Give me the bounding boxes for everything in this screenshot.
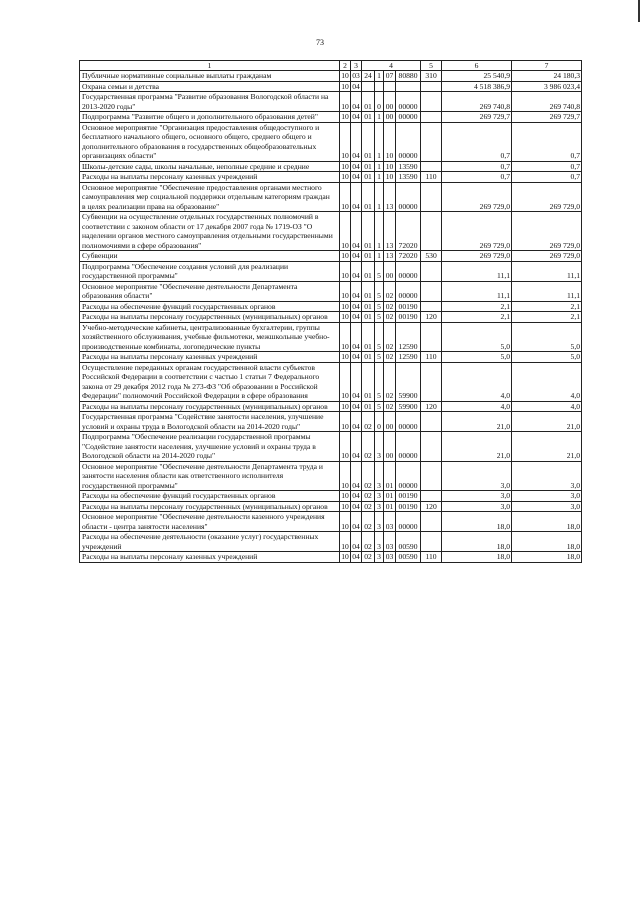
row-name-cell: Расходы на выплаты персоналу государственных (муниципальных) органов: [80, 401, 340, 412]
row-subprogram-code: 0: [375, 92, 384, 112]
row-direction-code: 72020: [396, 251, 421, 262]
row-subsection-code: 04: [352, 251, 360, 260]
row-subprogram-code: 3: [375, 552, 384, 563]
row-name-cell: Расходы на выплаты персоналу казенных учреждений: [80, 352, 340, 363]
row-amount-year-1: 269 729,7: [442, 112, 512, 123]
row-subprogram-code: 3: [375, 532, 384, 552]
row-expense-type-code: 120: [421, 401, 442, 412]
row-subprogram-code: 1: [375, 112, 384, 123]
row-subsection-code: 04: [352, 312, 360, 321]
row-subprogram-code: 1: [375, 182, 384, 212]
row-subprogram-code: 3: [375, 461, 384, 491]
row-direction-code: 00190: [396, 312, 421, 323]
row-direction-code: 00000: [396, 112, 421, 123]
row-activity-code: 01: [384, 501, 396, 512]
row-direction-code: [396, 81, 421, 92]
row-amount-year-2: 3,0: [512, 491, 582, 502]
row-program-code: 02: [362, 552, 375, 563]
table-row: [80, 281, 582, 301]
row-subsection-code: 04: [351, 281, 362, 301]
row-expense-type-code: [421, 432, 442, 462]
row-program-code: 02: [362, 461, 375, 491]
header-col-4: 4: [362, 61, 421, 71]
row-activity-code: 02: [384, 401, 396, 412]
table-row: [80, 81, 582, 92]
row-section-code: 10: [340, 532, 351, 552]
table-row: [80, 501, 582, 512]
row-section-code: 10: [340, 512, 351, 532]
row-activity-code: 02: [384, 352, 396, 363]
row-subprogram-code: [375, 81, 384, 92]
row-expense-type-code: [421, 532, 442, 552]
row-section-code: 10: [340, 412, 351, 432]
row-section-code: 10: [341, 71, 349, 80]
row-name-cell: Государственная программа "Содействие занятости населения, улучшение условий и охраны труда в Вологодской области на 2014-2020 годы": [80, 412, 340, 432]
row-section-code: 10: [340, 461, 351, 491]
row-direction-code: 59900: [396, 401, 421, 412]
row-amount-year-2: 3,0: [512, 501, 582, 512]
row-direction-code: 00000: [396, 512, 421, 532]
row-subsection-code: 04: [351, 212, 362, 251]
table-row: [80, 161, 582, 172]
row-amount-year-2: 269 729,0: [512, 182, 582, 212]
row-expense-type-code: [421, 281, 442, 301]
row-program-code: 01: [362, 251, 375, 262]
row-subprogram-code: 5: [375, 281, 384, 301]
table-row: [80, 71, 582, 82]
table-row: [80, 112, 582, 123]
row-amount-year-1: 3,0: [442, 491, 512, 502]
page-number: 73: [316, 38, 324, 47]
table-row: [80, 432, 582, 462]
row-activity-code: 02: [384, 312, 396, 323]
row-direction-code: 00000: [396, 122, 421, 161]
row-activity-code: 03: [384, 512, 396, 532]
row-name-cell: Основное мероприятие "Обеспечение деятельности Департамента труда и занятости населения области как ответственного исполнителя государственной программы": [80, 461, 340, 491]
row-subprogram-code: 3: [375, 501, 384, 512]
row-amount-year-2: 5,0: [512, 352, 582, 363]
table-row: [80, 182, 582, 212]
table-row: [80, 261, 582, 281]
row-amount-year-2: 4,0: [512, 362, 582, 401]
row-activity-code: 01: [384, 461, 396, 491]
header-col-3: 3: [351, 61, 362, 71]
row-activity-code: 10: [384, 172, 396, 183]
row-program-code: 01: [362, 112, 375, 123]
row-amount-year-2: 24 180,3: [512, 71, 582, 82]
row-subsection-code: 04: [352, 172, 360, 181]
row-amount-year-1: 3,0: [442, 461, 512, 491]
row-name-cell: Основное мероприятие "Организация предоставления общедоступного и бесплатного начального общего, основного общего, среднего общего и дополнительного образования в государственных общеобразовательных организациях области": [80, 122, 340, 161]
row-program-code: 01: [362, 172, 375, 183]
row-amount-year-2: 21,0: [512, 412, 582, 432]
row-expense-type-code: 110: [421, 552, 442, 563]
row-amount-year-2: 11,1: [512, 261, 582, 281]
table-row: [80, 212, 582, 251]
row-program-code: 02: [362, 512, 375, 532]
row-section-code: 10: [341, 552, 349, 561]
row-subprogram-code: 0: [375, 412, 384, 432]
row-activity-code: [384, 81, 396, 92]
row-amount-year-2: 18,0: [512, 552, 582, 563]
row-program-code: 01: [362, 212, 375, 251]
row-activity-code: 02: [384, 281, 396, 301]
row-subprogram-code: 1: [375, 71, 384, 82]
row-expense-type-code: 310: [421, 71, 442, 82]
row-subprogram-code: 3: [375, 432, 384, 462]
row-subsection-code: 04: [351, 412, 362, 432]
budget-table: [79, 60, 582, 563]
row-amount-year-1: 18,0: [442, 512, 512, 532]
row-subsection-code: 04: [352, 401, 360, 411]
row-subprogram-code: 1: [375, 212, 384, 251]
row-expense-type-code: [421, 362, 442, 401]
row-amount-year-2: 18,0: [512, 532, 582, 552]
table-row: [80, 172, 582, 183]
row-section-code: 10: [340, 281, 351, 301]
budget-table-container: [79, 60, 581, 563]
row-name-cell: Учебно-методические кабинеты, централизованные бухгалтерии, группы хозяйственного обслуживания, учебные фильмотеки, межшкольные учебно-производственные комбинаты, логопедические пункты: [80, 322, 340, 352]
row-name-cell: Основное мероприятие "Обеспечение предоставления органами местного самоуправления мер социальной поддержки отдельным категориям граждан в целях реализации права на образование": [80, 182, 340, 212]
row-subsection-code: 04: [351, 182, 362, 212]
row-direction-code: 00190: [396, 491, 421, 502]
row-name-cell: Подпрограмма "Обеспечение реализации государственной программы "Содействие занятости населения, улучшение условий и охраны труда в Вологодской области на 2014-2020 годы": [80, 432, 340, 462]
row-section-code: 10: [340, 432, 351, 462]
row-subprogram-code: 3: [375, 491, 384, 502]
row-subprogram-code: 5: [375, 312, 384, 323]
row-amount-year-1: 4,0: [442, 362, 512, 401]
row-program-code: 01: [362, 182, 375, 212]
row-program-code: 01: [362, 261, 375, 281]
row-program-code: 02: [362, 491, 375, 502]
table-row: [80, 491, 582, 502]
row-subsection-code: 04: [351, 512, 362, 532]
row-name-cell: Публичные нормативные социальные выплаты гражданам: [80, 71, 340, 82]
row-name-cell: Расходы на выплаты персоналу государственных (муниципальных) органов: [80, 501, 340, 512]
row-amount-year-1: 269 729,0: [442, 182, 512, 212]
row-direction-code: 13590: [396, 161, 421, 172]
row-subsection-code: 04: [351, 261, 362, 281]
row-subprogram-code: 5: [375, 261, 384, 281]
row-expense-type-code: [421, 122, 442, 161]
row-amount-year-1: 25 540,9: [442, 71, 512, 82]
row-subsection-code: 03: [352, 71, 360, 80]
row-expense-type-code: [421, 81, 442, 92]
row-name-cell: Расходы на выплаты персоналу государственных (муниципальных) органов: [80, 312, 340, 323]
row-program-code: 01: [362, 281, 375, 301]
row-expense-type-code: [421, 512, 442, 532]
row-program-code: 01: [362, 352, 375, 363]
row-amount-year-1: 18,0: [442, 532, 512, 552]
row-direction-code: 00000: [396, 281, 421, 301]
row-direction-code: 00190: [396, 501, 421, 512]
row-direction-code: 72020: [396, 212, 421, 251]
row-name-cell: Подпрограмма "Обеспечение создания условий для реализации государственной программы": [80, 261, 340, 281]
row-program-code: [362, 81, 375, 92]
header-col-2: 2: [340, 61, 351, 71]
row-direction-code: 00000: [396, 182, 421, 212]
row-subsection-code: 04: [352, 161, 360, 171]
row-direction-code: 00000: [396, 432, 421, 462]
row-name-cell: Основное мероприятие "Обеспечение деятельности Департамента образования области": [80, 281, 340, 301]
row-amount-year-2: 269 729,0: [512, 212, 582, 251]
row-expense-type-code: [421, 461, 442, 491]
row-amount-year-1: 0,7: [442, 122, 512, 161]
row-subsection-code: 04: [351, 461, 362, 491]
row-activity-code: 01: [384, 491, 396, 502]
row-amount-year-2: 3,0: [512, 461, 582, 491]
row-activity-code: 02: [384, 322, 396, 352]
row-amount-year-1: 3,0: [442, 501, 512, 512]
row-amount-year-1: 4,0: [442, 401, 512, 412]
row-name-cell: Субвенции: [80, 251, 340, 262]
row-amount-year-2: 0,7: [512, 161, 582, 172]
row-activity-code: 00: [384, 432, 396, 462]
table-row: [80, 312, 582, 323]
row-activity-code: 13: [384, 182, 396, 212]
row-section-code: 10: [341, 172, 349, 181]
table-row: [80, 122, 582, 161]
table-row: [80, 412, 582, 432]
row-expense-type-code: 110: [421, 352, 442, 363]
row-direction-code: 00000: [396, 261, 421, 281]
row-amount-year-2: 0,7: [512, 172, 582, 183]
row-subsection-code: 04: [352, 491, 360, 500]
row-name-cell: Подпрограмма "Развитие общего и дополнительного образования детей": [80, 112, 340, 123]
row-direction-code: 00590: [396, 532, 421, 552]
row-direction-code: 12590: [396, 352, 421, 363]
row-name-cell: Расходы на обеспечение деятельности (оказание услуг) государственных учреждений: [80, 532, 340, 552]
row-activity-code: 07: [384, 71, 396, 82]
row-amount-year-1: 11,1: [442, 281, 512, 301]
row-section-code: 10: [341, 312, 349, 321]
row-program-code: 01: [362, 312, 375, 323]
row-amount-year-2: 5,0: [512, 322, 582, 352]
row-activity-code: 00: [384, 261, 396, 281]
header-col-1: 1: [80, 61, 340, 71]
row-subprogram-code: 1: [375, 251, 384, 262]
row-activity-code: 02: [384, 301, 396, 312]
row-subsection-code: 04: [352, 352, 360, 361]
row-subsection-code: 04: [352, 301, 360, 311]
row-name-cell: Субвенции на осуществление отдельных государственных полномочий в соответствии с законом области от 17 декабря 2007 года № 1719-ОЗ "О наделении органов местного самоуправления отдельными государственными полномочиями в сфере образования": [80, 212, 340, 251]
table-row: [80, 461, 582, 491]
budget-table-body: [80, 61, 582, 563]
row-subprogram-code: 5: [375, 352, 384, 363]
row-section-code: 10: [341, 491, 349, 500]
row-amount-year-2: 4,0: [512, 401, 582, 412]
row-subprogram-code: 1: [375, 122, 384, 161]
row-expense-type-code: 530: [421, 251, 442, 262]
table-row: [80, 552, 582, 563]
table-row: [80, 352, 582, 363]
row-subsection-code: 04: [352, 81, 360, 91]
header-col-5: 5: [421, 61, 442, 71]
row-section-code: 10: [341, 501, 349, 511]
row-program-code: 01: [362, 401, 375, 412]
row-amount-year-2: 2,1: [512, 312, 582, 323]
row-program-code: 02: [362, 432, 375, 462]
row-section-code: 10: [340, 122, 351, 161]
row-subsection-code: 04: [351, 362, 362, 401]
row-section-code: 10: [340, 261, 351, 281]
row-expense-type-code: [421, 261, 442, 281]
table-row: [80, 362, 582, 401]
row-amount-year-1: 5,0: [442, 352, 512, 363]
table-row: [80, 401, 582, 412]
row-section-code: 10: [340, 182, 351, 212]
row-section-code: 10: [340, 362, 351, 401]
row-amount-year-1: 269 729,0: [442, 212, 512, 251]
row-program-code: 01: [362, 122, 375, 161]
row-amount-year-2: 21,0: [512, 432, 582, 462]
row-amount-year-2: 269 729,0: [512, 251, 582, 262]
row-subprogram-code: 1: [375, 172, 384, 183]
row-subprogram-code: 5: [375, 322, 384, 352]
row-name-cell: Охрана семьи и детства: [80, 81, 340, 92]
row-section-code: 10: [341, 81, 349, 91]
row-name-cell: Государственная программа "Развитие образования Вологодской области на 2013-2020 годы": [80, 92, 340, 112]
row-section-code: 10: [341, 112, 349, 121]
row-amount-year-1: 4 518 386,9: [442, 81, 512, 92]
row-amount-year-2: 2,1: [512, 301, 582, 312]
row-program-code: 02: [362, 501, 375, 512]
table-row: [80, 512, 582, 532]
table-row: [80, 322, 582, 352]
row-program-code: 24: [362, 71, 375, 82]
row-amount-year-2: 269 740,8: [512, 92, 582, 112]
row-direction-code: 00000: [396, 92, 421, 112]
row-subsection-code: 04: [351, 122, 362, 161]
row-expense-type-code: 120: [421, 312, 442, 323]
row-direction-code: 12590: [396, 322, 421, 352]
table-row: [80, 251, 582, 262]
row-section-code: 10: [341, 161, 349, 171]
row-subsection-code: 04: [352, 552, 360, 561]
row-subprogram-code: 5: [375, 362, 384, 401]
row-subsection-code: 04: [351, 92, 362, 112]
row-name-cell: Осуществление переданных органам государственной власти субъектов Российской Федерации в соответствии с частью 1 статьи 7 Федерального закона от 29 декабря 2012 года № 273-ФЗ "Об образовании в Российской Федерации" полномочий Российской Федерации в сфере образования: [80, 362, 340, 401]
header-col-7: 7: [512, 61, 582, 71]
row-amount-year-1: 2,1: [442, 312, 512, 323]
row-expense-type-code: [421, 92, 442, 112]
row-direction-code: 00590: [396, 552, 421, 563]
row-program-code: 01: [362, 322, 375, 352]
row-activity-code: 10: [384, 161, 396, 172]
row-direction-code: 00190: [396, 301, 421, 312]
row-name-cell: Расходы на выплаты персоналу казенных учреждений: [80, 172, 340, 183]
row-expense-type-code: 110: [421, 172, 442, 183]
row-expense-type-code: [421, 112, 442, 123]
row-amount-year-2: 11,1: [512, 281, 582, 301]
row-amount-year-1: 2,1: [442, 301, 512, 312]
row-activity-code: 00: [384, 412, 396, 432]
row-section-code: 10: [341, 301, 349, 311]
table-row: [80, 92, 582, 112]
row-program-code: 02: [362, 412, 375, 432]
row-direction-code: 00000: [396, 412, 421, 432]
row-subsection-code: 04: [352, 501, 360, 511]
row-activity-code: 02: [384, 362, 396, 401]
row-expense-type-code: [421, 491, 442, 502]
row-amount-year-1: 0,7: [442, 172, 512, 183]
row-expense-type-code: [421, 212, 442, 251]
row-expense-type-code: [421, 301, 442, 312]
row-amount-year-1: 21,0: [442, 412, 512, 432]
row-name-cell: Школы-детские сады, школы начальные, неполные средние и средние: [80, 161, 340, 172]
row-direction-code: 80880: [396, 71, 421, 82]
row-name-cell: Расходы на обеспечение функций государственных органов: [80, 491, 340, 502]
row-program-code: 01: [362, 92, 375, 112]
table-row: [80, 532, 582, 552]
row-activity-code: 03: [384, 532, 396, 552]
row-amount-year-1: 18,0: [442, 552, 512, 563]
row-amount-year-1: 0,7: [442, 161, 512, 172]
row-amount-year-1: 269 729,0: [442, 251, 512, 262]
row-activity-code: 13: [384, 251, 396, 262]
row-activity-code: 03: [384, 552, 396, 563]
row-program-code: 02: [362, 532, 375, 552]
row-amount-year-2: 269 729,7: [512, 112, 582, 123]
row-expense-type-code: [421, 412, 442, 432]
row-section-code: 10: [340, 92, 351, 112]
row-subsection-code: 04: [351, 532, 362, 552]
table-header-row: [80, 61, 582, 71]
row-section-code: 10: [341, 401, 349, 411]
header-col-6: 6: [442, 61, 512, 71]
row-program-code: 01: [362, 161, 375, 172]
row-subprogram-code: 1: [375, 161, 384, 172]
row-subsection-code: 04: [351, 322, 362, 352]
row-amount-year-1: 269 740,8: [442, 92, 512, 112]
row-section-code: 10: [341, 251, 349, 260]
row-expense-type-code: 120: [421, 501, 442, 512]
row-direction-code: 00000: [396, 461, 421, 491]
row-amount-year-1: 21,0: [442, 432, 512, 462]
row-expense-type-code: [421, 182, 442, 212]
row-name-cell: Основное мероприятие "Обеспечение деятельности казенного учреждения области - центра занятости населения": [80, 512, 340, 532]
row-name-cell: Расходы на обеспечение функций государственных органов: [80, 301, 340, 312]
row-subprogram-code: 5: [375, 301, 384, 312]
row-section-code: 10: [340, 322, 351, 352]
row-amount-year-2: 18,0: [512, 512, 582, 532]
row-section-code: 10: [340, 212, 351, 251]
row-activity-code: 13: [384, 212, 396, 251]
table-row: [80, 301, 582, 312]
row-activity-code: 00: [384, 112, 396, 123]
row-program-code: 01: [362, 301, 375, 312]
row-amount-year-1: 11,1: [442, 261, 512, 281]
row-expense-type-code: [421, 322, 442, 352]
row-amount-year-2: 0,7: [512, 122, 582, 161]
row-expense-type-code: [421, 161, 442, 172]
row-direction-code: 13590: [396, 172, 421, 183]
row-amount-year-2: 3 986 023,4: [512, 81, 582, 92]
row-subprogram-code: 5: [375, 401, 384, 412]
row-name-cell: Расходы на выплаты персоналу казенных учреждений: [80, 552, 340, 563]
row-subprogram-code: 3: [375, 512, 384, 532]
row-program-code: 01: [362, 362, 375, 401]
row-direction-code: 59900: [396, 362, 421, 401]
row-subsection-code: 04: [351, 432, 362, 462]
row-subsection-code: 04: [352, 112, 360, 121]
row-activity-code: 10: [384, 122, 396, 161]
row-amount-year-1: 5,0: [442, 322, 512, 352]
row-section-code: 10: [341, 352, 349, 361]
row-activity-code: 00: [384, 92, 396, 112]
